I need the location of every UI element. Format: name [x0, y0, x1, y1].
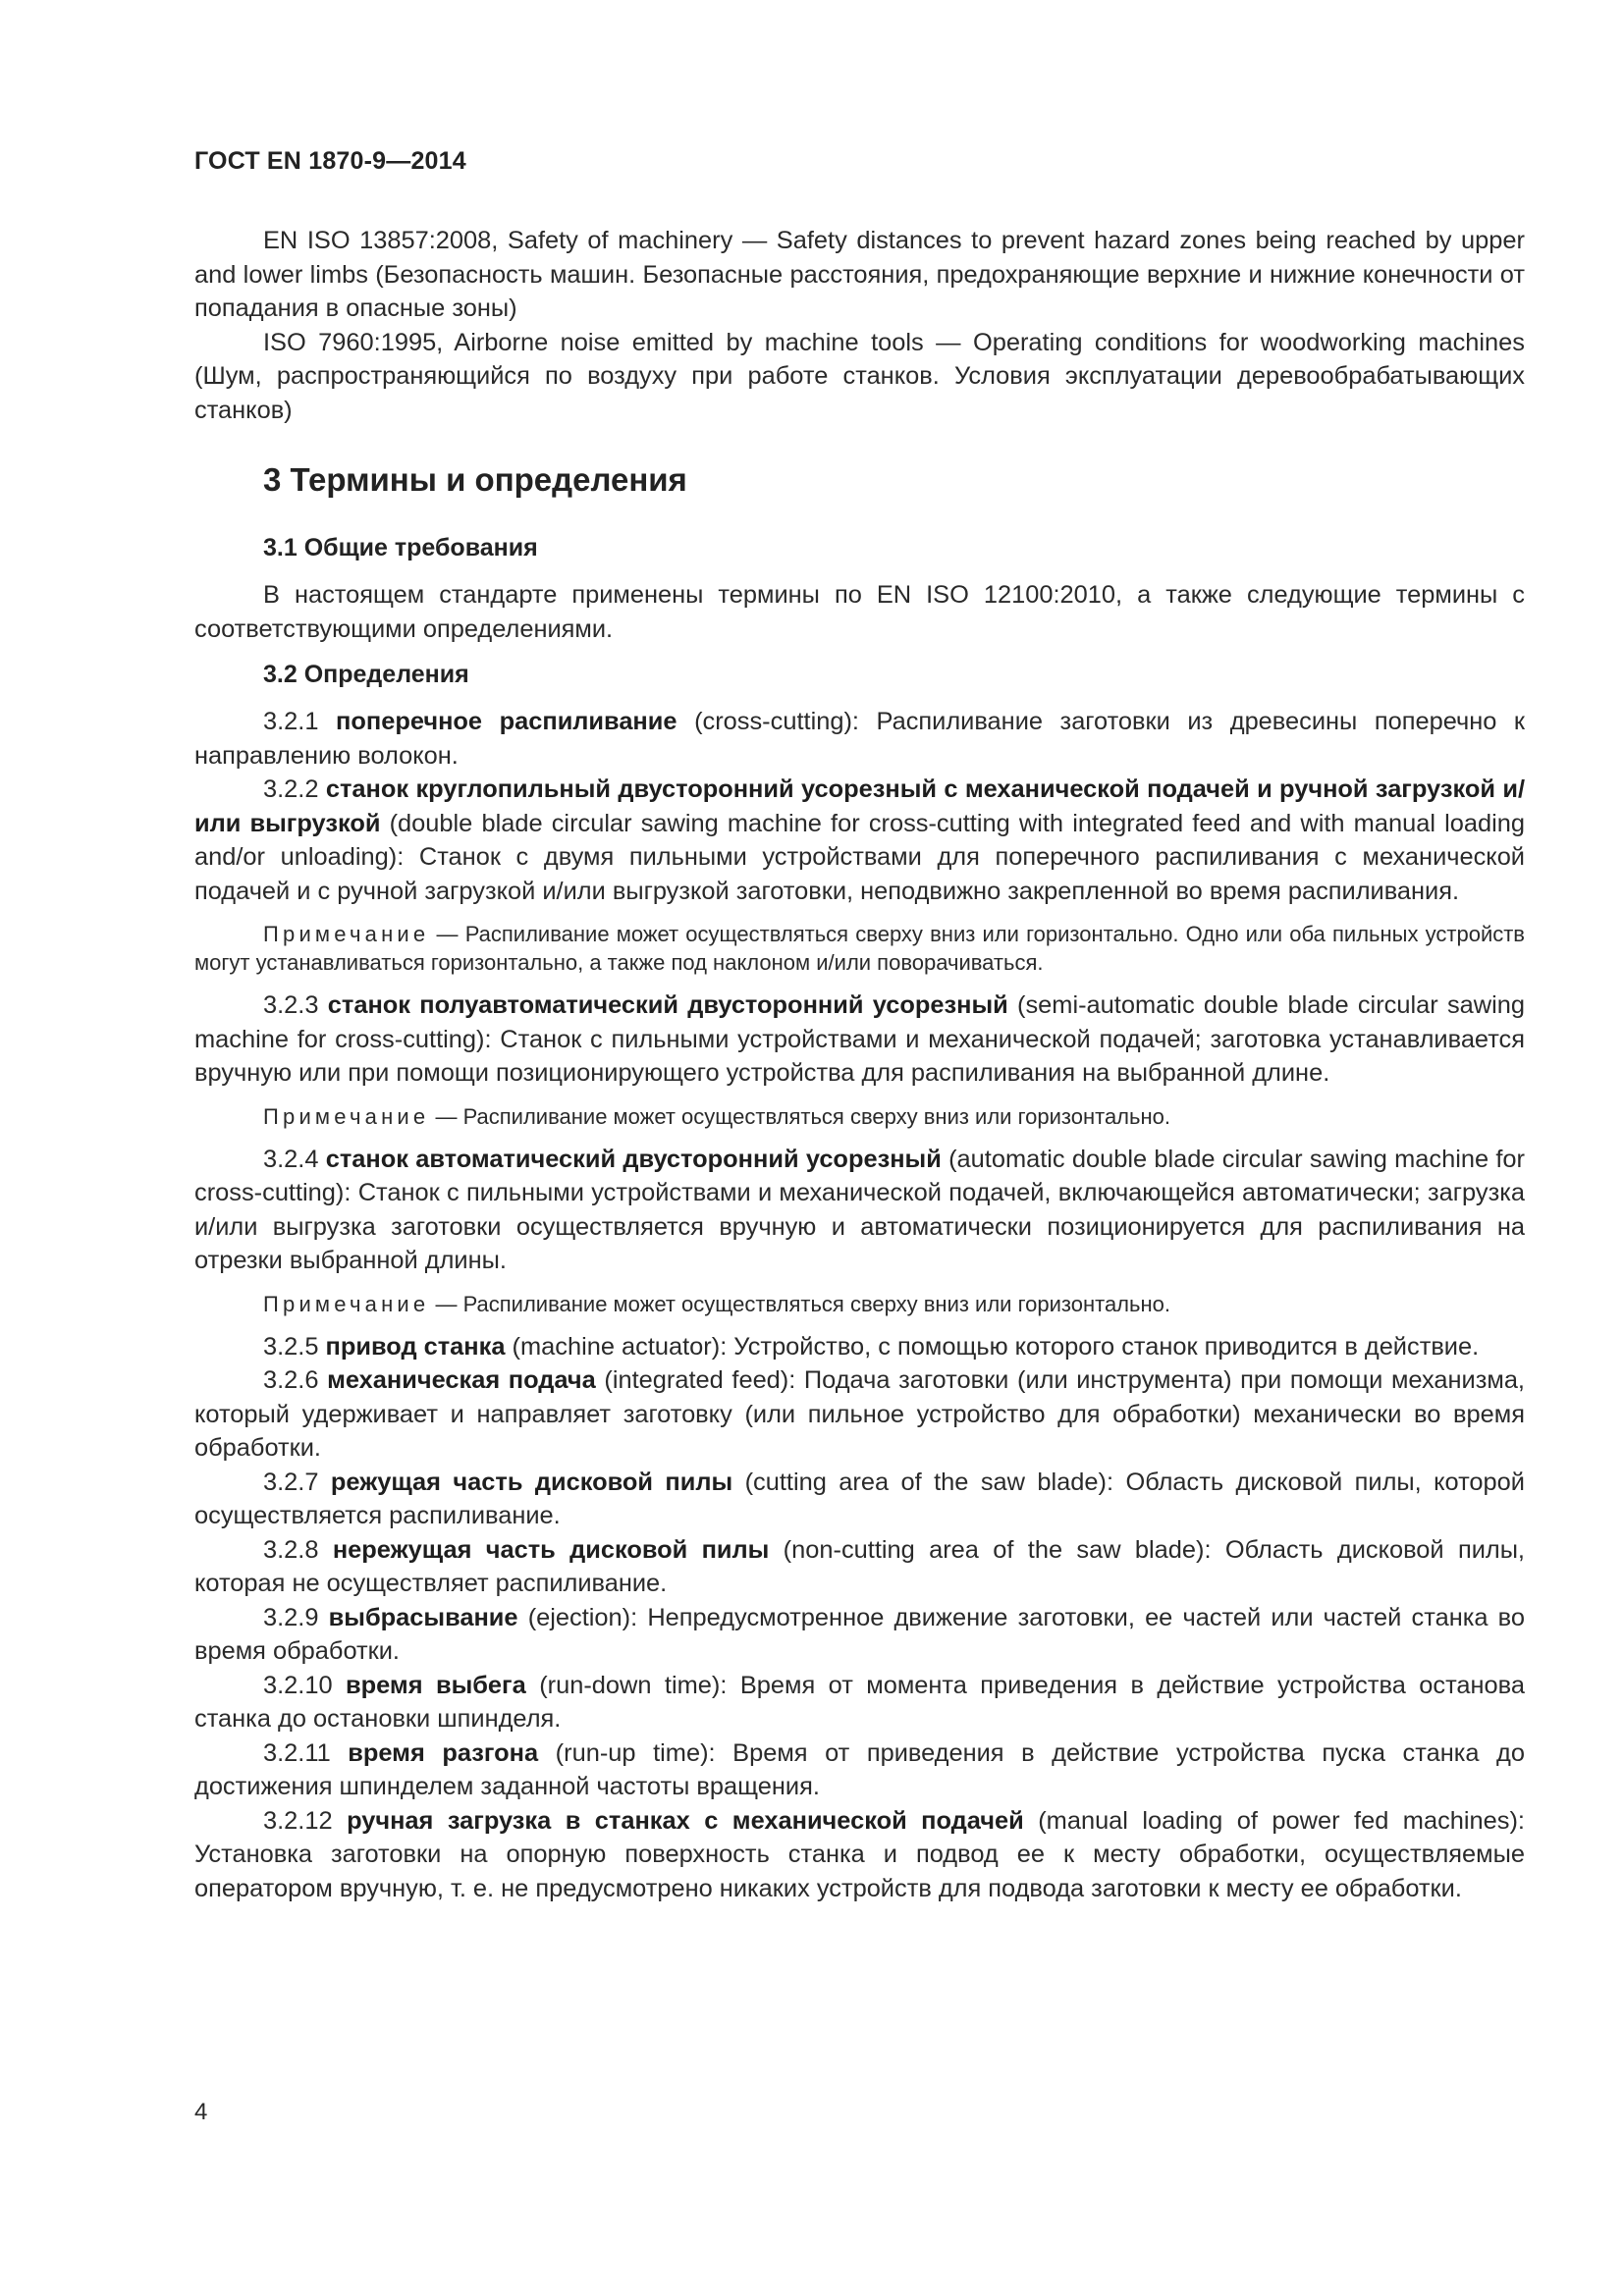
reference-iso-13857: EN ISO 13857:2008, Safety of machinery — Safety distances to prevent hazard zones being reached by upper and lower limbs (Безопасность машин. Безопасные расстояния, предохраняющие верхние и нижние конечности от попадания в опасные зоны): [194, 227, 1525, 322]
subsection-3-2-title: 3.2 Определения: [263, 661, 469, 688]
term-number: 3.2.10: [263, 1671, 333, 1699]
term-3-2-2: [194, 773, 1525, 908]
page-number: 4: [194, 2099, 208, 2125]
term-number: 3.2.3: [263, 991, 319, 1019]
note-3-2-3: [194, 1102, 1525, 1131]
term-name: выбрасывание: [328, 1603, 518, 1631]
section-3-title: 3 Термины и определения: [263, 461, 687, 498]
term-name: ручная загрузка в станках с механической подачей: [347, 1806, 1024, 1835]
term-definition: (run-up time): Время от приведения в действие устройства пуска станка до достижения шпинделем заданной частоты вращения.: [194, 1738, 1525, 1800]
term-3-2-6: [194, 1363, 1525, 1466]
term-3-2-12: [194, 1804, 1525, 1906]
term-number: 3.2.9: [263, 1603, 319, 1631]
term-definition: (integrated feed): Подача заготовки (или инструмента) при помощи механизма, который удерживает и направляет заготовку (или пильное устройство для обработки) механически во время обработки.: [194, 1366, 1525, 1462]
term-definition: (non-cutting area of the saw blade): Область дисковой пилы, которая не осуществляет распиливание.: [194, 1535, 1525, 1597]
note-label: Примечание: [263, 1103, 430, 1129]
term-3-2-5: [194, 1330, 1525, 1364]
note-text: — Распиливание может осуществляться сверху вниз или горизонтально.: [429, 1103, 1170, 1129]
term-name: нережущая часть дисковой пилы: [332, 1535, 770, 1564]
term-definition: (machine actuator): Устройство, с помощью которого станок приводится в действие.: [505, 1332, 1480, 1361]
term-name: время разгона: [348, 1738, 539, 1767]
term-definition: (automatic double blade circular sawing machine for cross-cutting): Станок с пильными устройствами и механической подачей, включающейся автоматически; загрузка и/или выгрузка заготовки осуществляется вручную и автоматически позиционируется для распиливания на отрезки выбранной длины.: [194, 1145, 1525, 1274]
document-header: ГОСТ EN 1870-9—2014: [194, 147, 466, 175]
term-3-2-9: [194, 1601, 1525, 1669]
term-definition: (semi-automatic double blade circular sawing machine for cross-cutting): Станок с пильными устройствами и механической подачей; заготовка устанавливается вручную или при помощи позиционирующего устройства для распиливания на выбранной длине.: [194, 991, 1526, 1087]
term-number: 3.2.4: [263, 1145, 319, 1173]
term-name: режущая часть дисковой пилы: [330, 1468, 733, 1496]
note-text: — Распиливание может осуществляться сверху вниз или горизонтально. Одно или оба пильных устройств могут устанавливаться горизонтально, а также под наклоном и/или поворачиваться.: [194, 922, 1525, 975]
term-definition: (manual loading of power fed machines): Установка заготовки на опорную поверхность станка и подвод ее к месту обработки, осуществляемые оператором вручную, т. е. не предусмотрено никаких устройств для подвода заготовки к месту ее обработки.: [194, 1806, 1525, 1902]
term-3-2-3: [194, 988, 1525, 1091]
term-number: 3.2.8: [263, 1535, 319, 1564]
term-3-2-8: [194, 1533, 1525, 1601]
term-definition: (run-down time): Время от момента приведения в действие устройства останова станка до остановки шпинделя.: [194, 1671, 1525, 1733]
term-number: 3.2.1: [263, 708, 319, 735]
term-name: станок полуавтоматический двусторонний усорезный: [327, 991, 1008, 1019]
note-label: Примечание: [263, 1291, 430, 1316]
term-3-2-1: [194, 705, 1525, 773]
term-number: 3.2.7: [263, 1468, 319, 1496]
term-3-2-10: [194, 1669, 1525, 1736]
term-number: 3.2.6: [263, 1366, 319, 1394]
subsection-3-1-title: 3.1 Общие требования: [263, 534, 538, 561]
note-3-2-4: [194, 1290, 1525, 1318]
document-body: [194, 224, 1525, 1905]
term-number: 3.2.12: [263, 1806, 333, 1835]
term-3-2-7: [194, 1466, 1525, 1533]
term-name: время выбега: [346, 1671, 526, 1699]
subsection-3-1-text: В настоящем стандарте применены термины по EN ISO 12100:2010, а также следующие термины с соответствующими определениями.: [194, 581, 1525, 643]
term-definition: (cutting area of the saw blade): Область дисковой пилы, которой осуществляется распиливание.: [194, 1468, 1525, 1529]
term-definition: (double blade circular sawing machine for cross-cutting with integrated feed and with manual loading and/or unloading): Станок с двумя пильными устройствами для поперечного распиливания с механической подачей и с ручной загрузкой и/или выгрузкой заготовки, неподвижно закрепленной во время распиливания.: [194, 809, 1525, 905]
term-number: 3.2.2: [263, 775, 319, 803]
term-name: станок круглопильный двусторонний усорезный с механической подачей и ручной загрузкой и/или выгрузкой: [194, 775, 1525, 837]
note-3-2-2: [194, 920, 1525, 977]
term-3-2-11: [194, 1736, 1525, 1804]
note-text: — Распиливание может осуществляться сверху вниз или горизонтально.: [429, 1291, 1170, 1316]
term-name: станок автоматический двусторонний усорезный: [325, 1145, 942, 1173]
term-number: 3.2.5: [263, 1332, 319, 1361]
term-definition: (ejection): Непредусмотренное движение заготовки, ее частей или частей станка во время обработки.: [194, 1603, 1525, 1665]
reference-iso-7960: ISO 7960:1995, Airborne noise emitted by machine tools — Operating conditions for woodworking machines (Шум, распространяющийся по воздуху при работе станков. Условия эксплуатации деревообрабатывающих станков): [194, 328, 1525, 424]
term-3-2-4: [194, 1143, 1525, 1278]
term-number: 3.2.11: [263, 1738, 331, 1767]
term-name: привод станка: [325, 1332, 506, 1361]
note-label: Примечание: [263, 922, 430, 946]
term-name: поперечное распиливание: [336, 708, 677, 735]
term-definition: (cross-cutting): Распиливание заготовки из древесины поперечно к направлению волокон.: [194, 708, 1526, 770]
term-name: механическая подача: [327, 1366, 596, 1394]
